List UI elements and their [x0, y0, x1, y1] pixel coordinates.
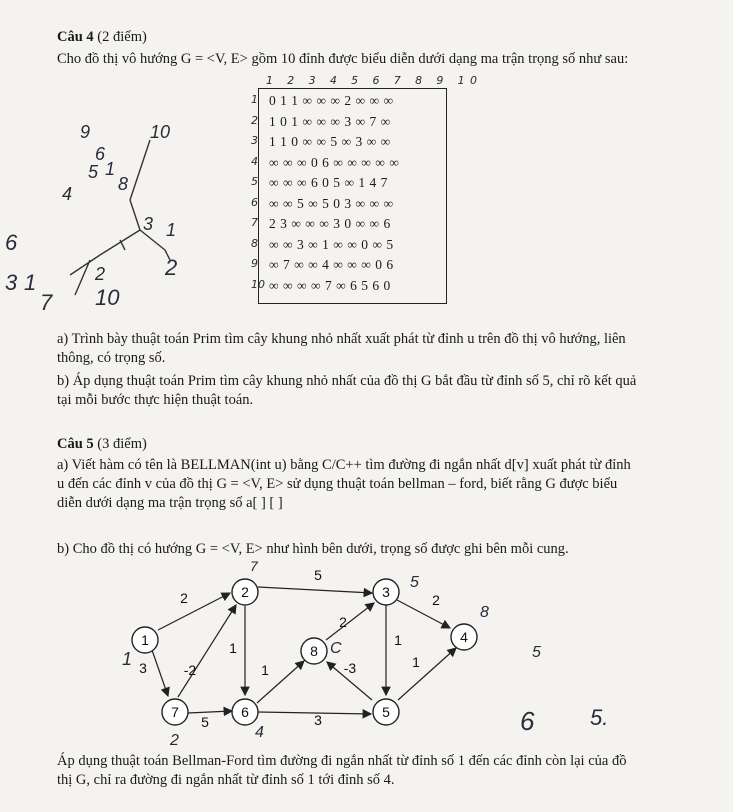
directed-graph [0, 555, 733, 755]
handwritten-annotation: C [330, 640, 342, 657]
node-label: 5 [382, 704, 390, 720]
hand-note-3: 3 [143, 214, 154, 234]
matrix-row: ∞ ∞ 3 ∞ 1 ∞ ∞ 0 ∞ 5 [269, 236, 394, 252]
matrix-row-mark: 2 [251, 113, 258, 127]
hand-note-2: 2 [165, 255, 178, 280]
edge-weight: -3 [343, 660, 357, 676]
handwritten-annotation: 5 [532, 644, 541, 661]
matrix-row-mark: 8 [251, 236, 258, 250]
hand-note-6: 6 [95, 144, 106, 164]
matrix-row: 1 0 1 ∞ ∞ ∞ 3 ∞ 7 ∞ [269, 113, 391, 129]
handwritten-annotation: 7 [250, 558, 258, 574]
hand-note-4: 4 [62, 184, 73, 204]
edge-5-4 [398, 648, 456, 700]
hand-note-8: 8 [118, 174, 129, 194]
matrix-row: 1 1 0 ∞ ∞ 5 ∞ 3 ∞ ∞ [269, 134, 391, 149]
handwritten-annotation: 6 [520, 706, 535, 736]
handwritten-annotation: 8 [480, 604, 489, 621]
matrix-row-mark: 9 [251, 257, 258, 270]
edge-1-7 [152, 650, 168, 696]
node-label: 8 [310, 643, 318, 659]
q4-part-a: a) Trình bày thuật toán Prim tìm cây khung nhỏ nhất xuất phát từ đỉnh u trên đồ thị vô hướng, liên [57, 331, 626, 347]
q5-part-a-cont: u đến các đỉnh v của đồ thị G = <V, E> sử dụng thuật toán bellman – ford, biết rằng G được biểu [57, 476, 618, 492]
edge-weight: 1 [394, 632, 402, 648]
weight-matrix [251, 88, 447, 304]
matrix-row: ∞ ∞ ∞ ∞ 7 ∞ 6 5 6 0 [269, 277, 391, 293]
matrix-row-mark: 7 [251, 216, 258, 229]
node-label: 1 [141, 632, 149, 648]
q5-points: (3 điểm) [93, 436, 147, 452]
matrix-row: 2 3 ∞ ∞ ∞ 3 0 ∞ ∞ 6 [269, 216, 391, 231]
hand-note-5: 5 [88, 162, 99, 182]
edge-3-4 [397, 600, 450, 628]
q4-intro: Cho đồ thị vô hướng G = <V, E> gồm 10 đỉnh được biểu diễn dưới dạng ma trận trọng số như sau: [57, 51, 629, 67]
matrix-row-mark: 3 [251, 134, 258, 147]
q5-final: Áp dụng thuật toán Bellman-Ford tìm đường đi ngắn nhất từ đỉnh số 1 đến các đỉnh còn lại của đồ [57, 753, 627, 769]
node-label: 3 [382, 584, 390, 600]
handwritten-annotation: 1 [122, 649, 133, 669]
matrix-row: ∞ ∞ 5 ∞ 5 0 3 ∞ ∞ ∞ [269, 195, 394, 211]
edge-weight: 5 [314, 567, 322, 583]
matrix-row-mark: 10 [251, 277, 265, 291]
q4-heading [57, 28, 147, 47]
edge-weight: 2 [432, 592, 440, 608]
q4-part-b-cont: tại mỗi bước thực hiện thuật toán. [57, 392, 254, 408]
edge-weight: -2 [183, 662, 197, 678]
edge-weight: 5 [201, 714, 209, 730]
handwritten-sketch [0, 110, 230, 310]
q5-part-a-cont2: diễn dưới dạng ma trận trọng số a[ ] [ ] [57, 495, 283, 511]
matrix-row-mark: 6 [251, 195, 258, 209]
handwritten-annotation: 5. [590, 705, 609, 730]
q5-final-cont: thị G, chỉ ra đường đi ngắn nhất từ đỉnh số 1 tới đỉnh số 4. [57, 772, 395, 788]
hand-note-2b: 2 [95, 264, 106, 284]
handwritten-annotation: 2 [170, 732, 179, 749]
edge-7-6 [188, 711, 232, 713]
edge-8-3 [326, 603, 374, 640]
hand-note-3b: 3 [5, 270, 18, 295]
edge-7-2 [178, 605, 236, 697]
node-label: 2 [241, 584, 249, 600]
edge-1-2 [158, 593, 230, 630]
matrix-row: ∞ ∞ ∞ 0 6 ∞ ∞ ∞ ∞ ∞ [269, 154, 400, 170]
q5-heading [57, 435, 147, 454]
matrix-column-marks: 1 2 3 4 5 6 7 8 9 10 [266, 74, 483, 87]
edge-2-3 [258, 587, 372, 593]
matrix-row-mark: 5 [251, 175, 258, 188]
hand-note-1c: 1 [24, 270, 37, 295]
q5-title: Câu 5 [57, 436, 94, 452]
edge-weight: 3 [139, 660, 147, 676]
edge-weight: 1 [261, 662, 269, 678]
q4-part-b: b) Áp dụng thuật toán Prim tìm cây khung nhỏ nhất của đồ thị G bắt đầu từ đỉnh số 5, chỉ rõ kết quả [57, 373, 637, 389]
q4-title: Câu 4 [57, 29, 94, 45]
node-label: 4 [460, 629, 468, 645]
q5-part-a: a) Viết hàm có tên là BELLMAN(int u) bằng C/C++ tìm đường đi ngắn nhất d[v] xuất phát từ đỉnh [57, 457, 631, 473]
matrix-row-mark: 4 [251, 154, 258, 168]
node-label: 6 [241, 704, 249, 720]
edge-weight: 2 [180, 590, 188, 606]
hand-note-7: 7 [40, 290, 53, 310]
edge-weight: 2 [339, 614, 347, 630]
hand-note-10: 10 [150, 122, 171, 142]
handwritten-annotation: 5 [410, 574, 419, 591]
q4-part-a-cont: thông, có trọng số. [57, 350, 166, 366]
matrix-row: ∞ 7 ∞ ∞ 4 ∞ ∞ ∞ 0 6 [269, 257, 394, 272]
hand-note-6b: 6 [5, 230, 18, 255]
edge-weight: 1 [412, 654, 420, 670]
matrix-row-mark: 1 [251, 93, 258, 106]
hand-note-1: 1 [105, 159, 116, 179]
hand-note-9: 9 [80, 122, 91, 142]
q4-points: (2 điểm) [93, 29, 147, 45]
edge-weight: 1 [229, 640, 237, 656]
matrix-row: ∞ ∞ ∞ 6 0 5 ∞ 1 4 7 [269, 175, 388, 190]
handwritten-annotation: 4 [255, 724, 264, 741]
matrix-row: 0 1 1 ∞ ∞ ∞ 2 ∞ ∞ ∞ [269, 93, 394, 108]
q5-part-b: b) Cho đồ thị có hướng G = <V, E> như hình bên dưới, trọng số được ghi bên mỗi cung. [57, 541, 569, 557]
hand-note-1b: 1 [166, 220, 177, 240]
edge-weight: 3 [314, 712, 322, 728]
node-label: 7 [171, 704, 179, 720]
hand-note-10b: 10 [95, 285, 120, 310]
